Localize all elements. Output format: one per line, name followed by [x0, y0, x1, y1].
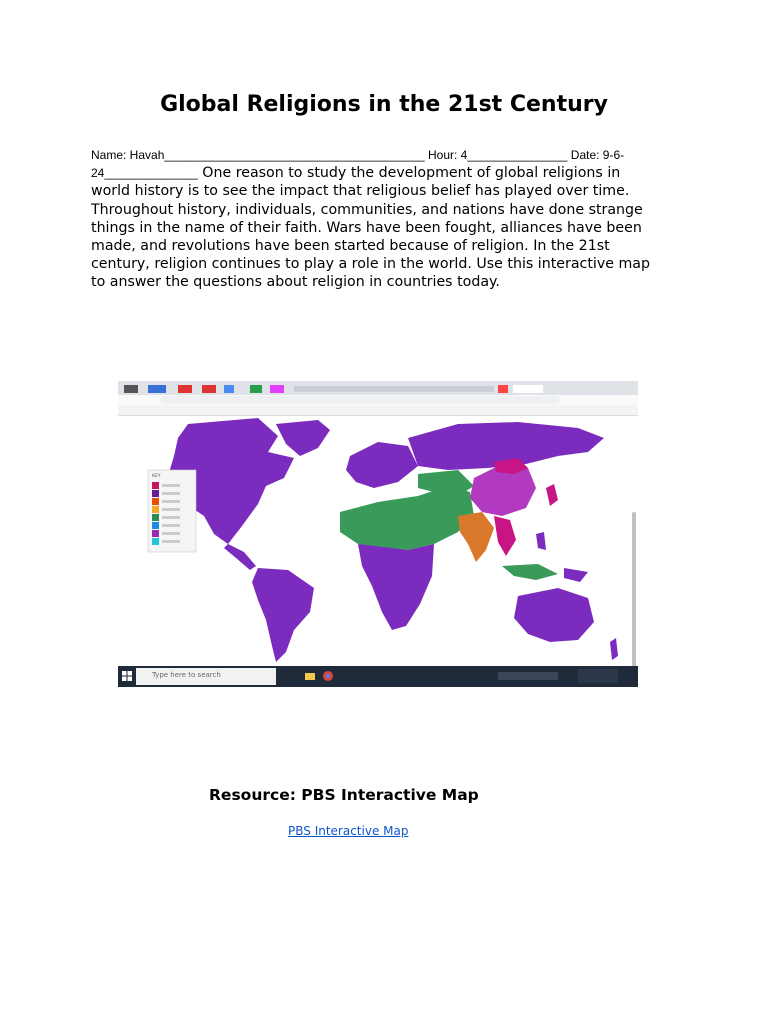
map-legend	[148, 470, 196, 552]
map-southeast-asia	[494, 516, 516, 556]
map-scrollbar	[632, 512, 636, 672]
folder-icon	[304, 670, 316, 682]
map-new-zealand	[610, 638, 618, 660]
map-philippines	[536, 532, 546, 550]
legend-swatch	[152, 506, 159, 513]
system-tray	[498, 672, 558, 680]
taskbar-search-box	[136, 668, 276, 685]
chrome-icon	[322, 670, 334, 682]
map-indonesia	[502, 564, 558, 580]
bookmarks-bar	[118, 405, 638, 416]
map-central-america	[224, 544, 256, 570]
map-south-america	[252, 568, 314, 662]
map-africa-south	[358, 544, 434, 630]
map-muslim-region	[340, 486, 474, 550]
map-screenshot	[118, 381, 638, 687]
map-india	[458, 512, 494, 562]
windows-taskbar	[118, 666, 638, 687]
map-europe	[346, 442, 418, 488]
map-greenland	[276, 420, 330, 456]
taskbar-clock	[578, 669, 618, 683]
taskbar-search-text: Type here to search	[152, 671, 221, 679]
legend-title: KEY	[152, 474, 161, 479]
map-japan	[546, 484, 558, 506]
pbs-interactive-map-link[interactable]: PBS Interactive Map	[288, 824, 409, 838]
url-field	[160, 396, 560, 404]
resource-label: Resource: PBS Interactive Map	[209, 786, 479, 804]
legend-swatch	[152, 538, 159, 545]
map-china	[470, 466, 536, 516]
map-australia	[514, 588, 594, 642]
page-title: Global Religions in the 21st Century	[160, 92, 608, 117]
browser-url-bar	[118, 395, 638, 405]
browser-tab-bar	[118, 381, 638, 395]
legend-swatch	[152, 490, 159, 497]
legend-swatch	[152, 530, 159, 537]
map-new-guinea	[564, 568, 588, 582]
legend-swatch	[152, 514, 159, 521]
legend-swatch	[152, 522, 159, 529]
student-info-line: Name: Havah_______________________________________ Hour: 4_______________ Date: 9-6-24______________	[91, 148, 625, 181]
world-map-svg	[118, 416, 638, 666]
browser-tabs	[118, 382, 638, 396]
religion-world-map	[118, 416, 638, 666]
legend-swatch	[152, 498, 159, 505]
intro-text: One reason to study the development of global religions in world history is to see the impact that religious belief has played over time. Throughout history, individuals, communities, and nations have done strange things in the name of their faith. Wars have been fought, alliances have been made, and revolutions have been started because of religion. In the 21st century, religion continues to play a role in the world. Use this interactive map to answer the questions about religion in countries today.	[91, 165, 651, 291]
legend-swatch	[152, 482, 159, 489]
windows-start-icon	[121, 670, 133, 682]
intro-paragraph	[91, 146, 651, 292]
